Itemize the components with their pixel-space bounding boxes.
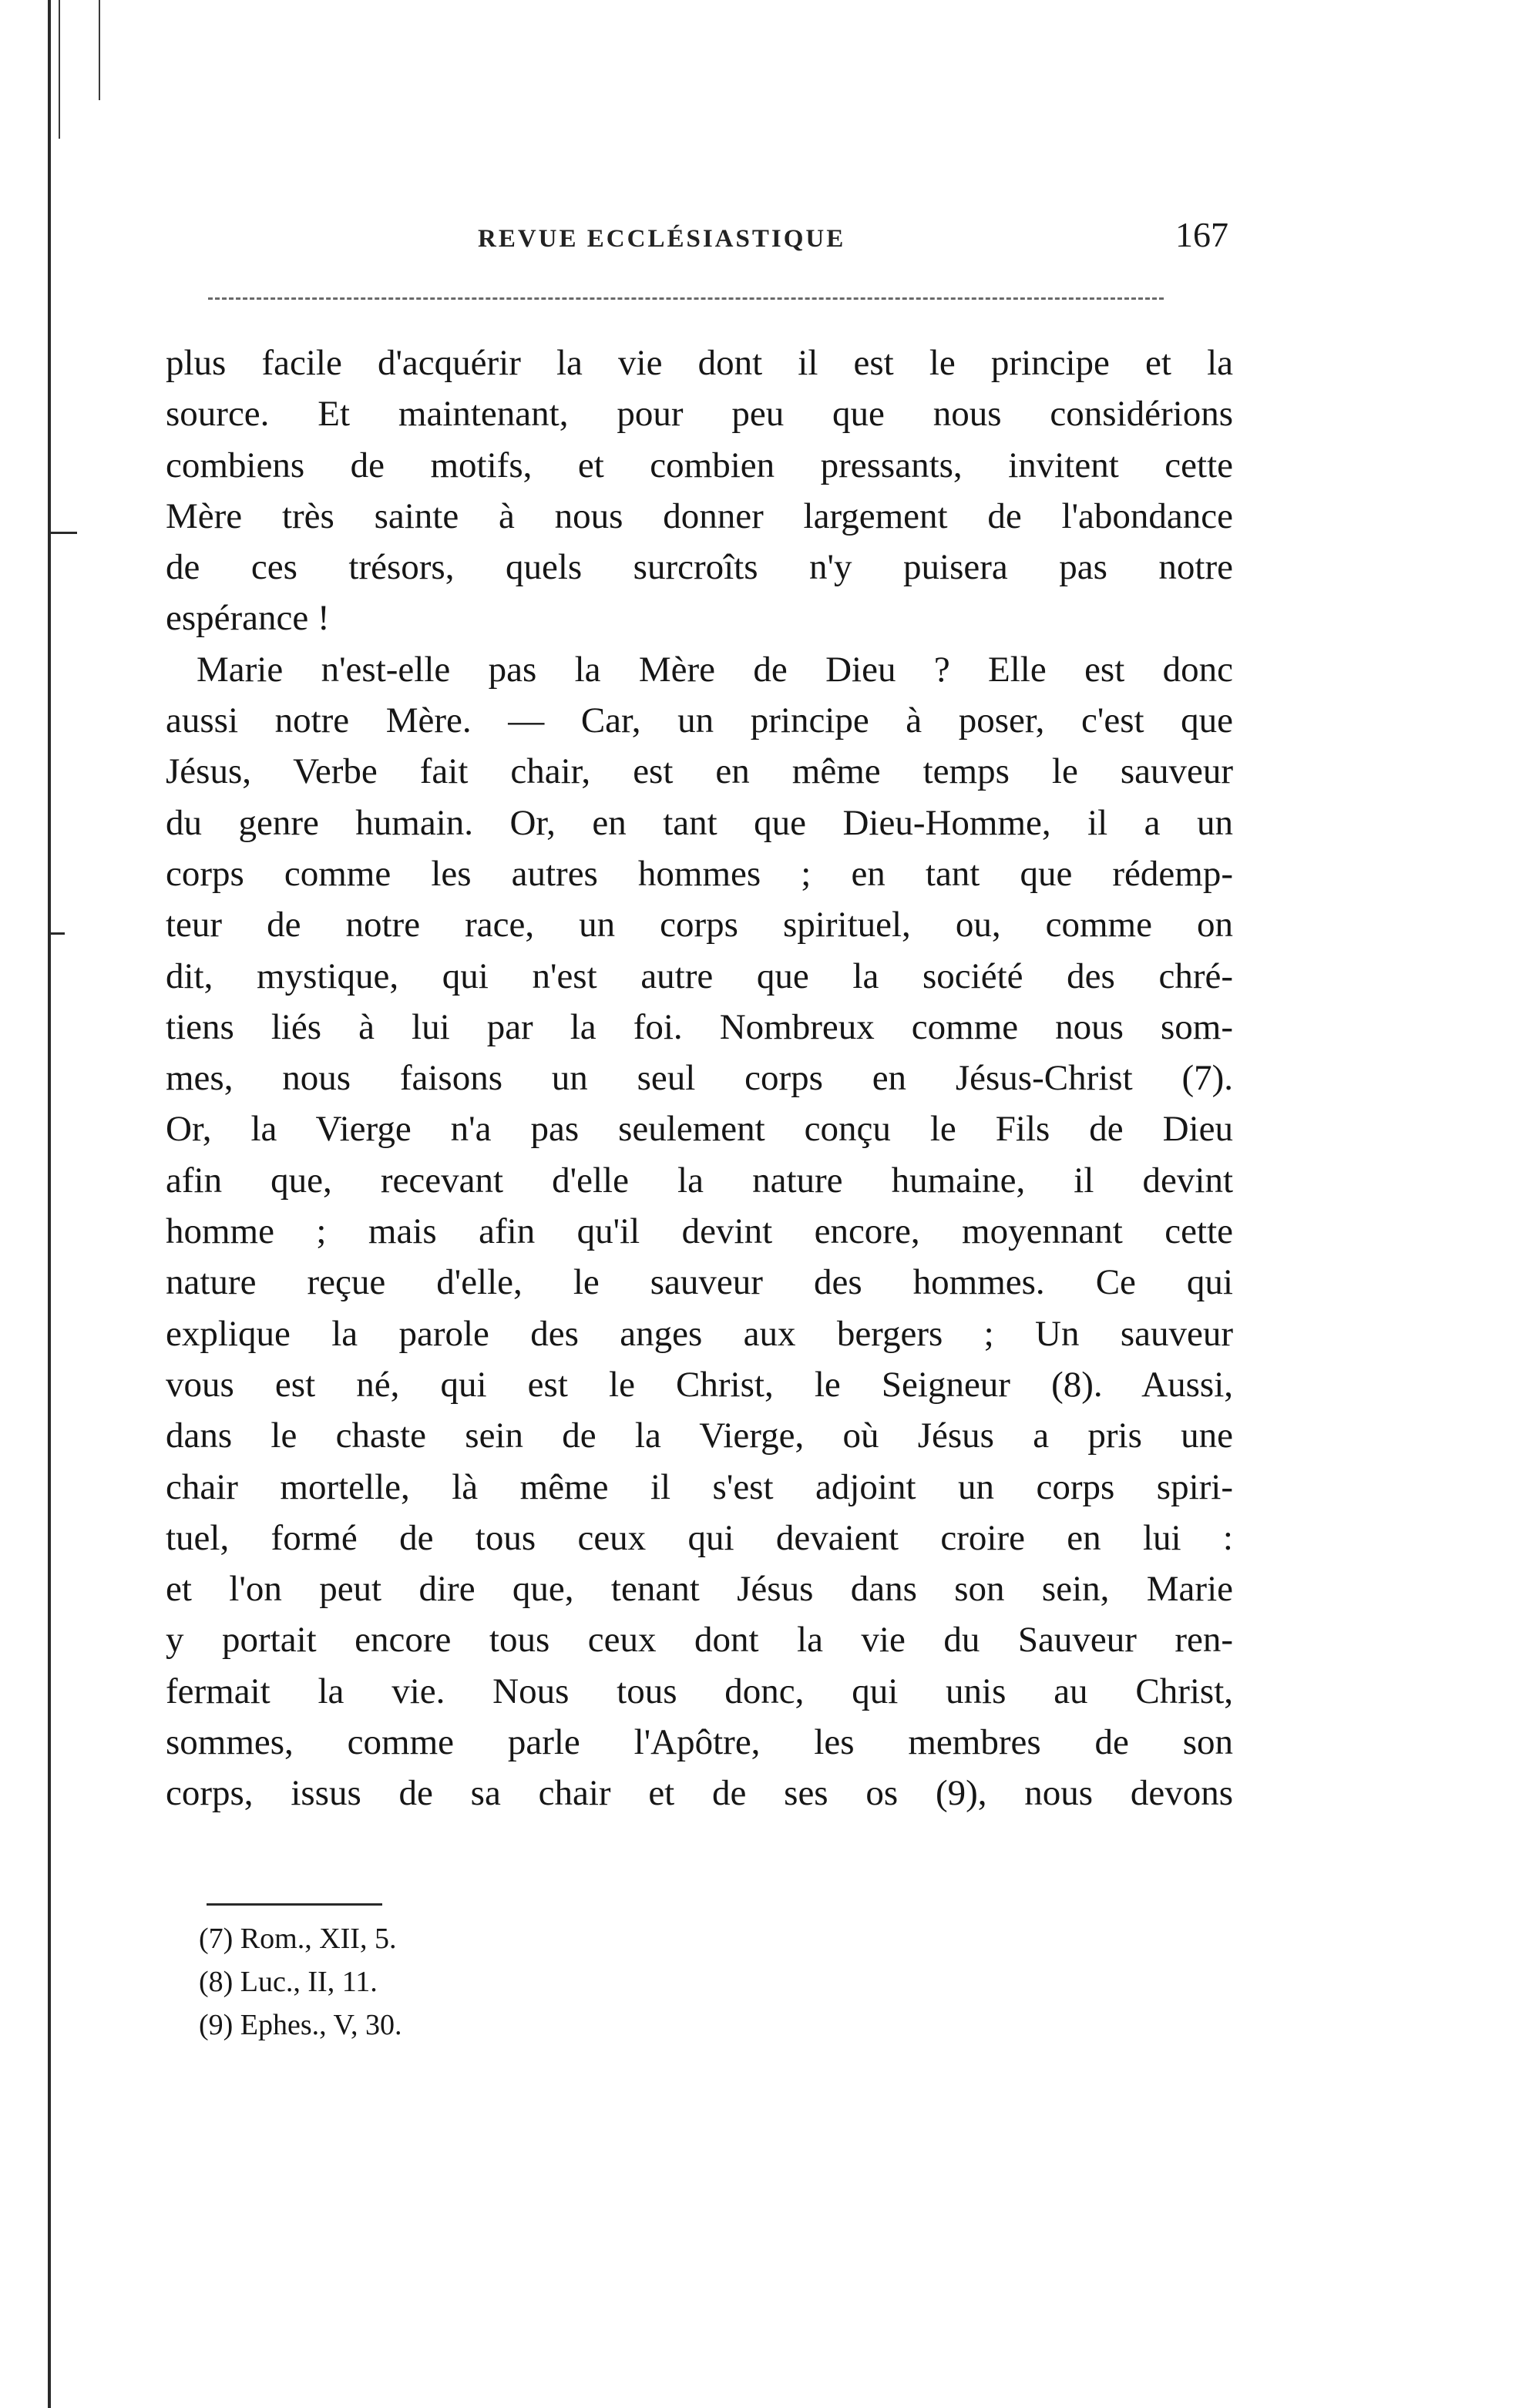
text-line: source. Et maintenant, pour peu que nous considérions bbox=[166, 394, 1233, 435]
edge-mark bbox=[51, 532, 77, 534]
text-line: corps, issus de sa chair et de ses os (9), nous devons bbox=[166, 1773, 1233, 1814]
text-line: dit, mystique, qui n'est autre que la société des chré- bbox=[166, 955, 1233, 996]
body-text bbox=[166, 338, 1233, 1871]
text-line: fermait la vie. Nous tous donc, qui unis au Christ, bbox=[166, 1671, 1233, 1711]
text-line: du genre humain. Or, en tant que Dieu-Homme, il a un bbox=[166, 802, 1233, 843]
text-line: tuel, formé de tous ceux qui devaient croire en lui : bbox=[166, 1517, 1233, 1558]
header-rule bbox=[208, 297, 1164, 300]
page-number: 167 bbox=[1175, 215, 1228, 254]
text-line: tiens liés à lui par la foi. Nombreux comme nous som- bbox=[166, 1006, 1233, 1047]
text-line: explique la parole des anges aux bergers ; Un sauveur bbox=[166, 1313, 1233, 1354]
running-head: REVUE ECCLÉSIASTIQUE bbox=[478, 225, 846, 253]
text-line: nature reçue d'elle, le sauveur des hommes. Ce qui bbox=[166, 1262, 1233, 1303]
binding-edge bbox=[48, 0, 51, 2408]
binding-edge bbox=[99, 0, 100, 100]
text-line: dans le chaste sein de la Vierge, où Jésus a pris une bbox=[166, 1416, 1233, 1456]
footnote: (7) Rom., XII, 5. bbox=[199, 1923, 397, 1955]
footnote: (9) Ephes., V, 30. bbox=[199, 2009, 402, 2041]
page-header bbox=[166, 214, 1233, 268]
text-line: plus facile d'acquérir la vie dont il est le principe et la bbox=[166, 343, 1233, 383]
text-line: espérance ! bbox=[166, 598, 330, 639]
text-line: vous est né, qui est le Christ, le Seigneur (8). Aussi, bbox=[166, 1364, 1233, 1405]
text-line: combiens de motifs, et combien pressants, invitent cette bbox=[166, 445, 1233, 485]
binding-edge bbox=[59, 0, 60, 139]
text-line: y portait encore tous ceux dont la vie du Sauveur ren- bbox=[166, 1620, 1233, 1661]
edge-mark bbox=[51, 932, 65, 935]
footnote-rule bbox=[207, 1903, 382, 1906]
text-line: de ces trésors, quels surcroîts n'y puisera pas notre bbox=[166, 547, 1233, 588]
text-line: aussi notre Mère. — Car, un principe à poser, c'est que bbox=[166, 700, 1233, 741]
text-line: Marie n'est-elle pas la Mère de Dieu ? Elle est donc bbox=[197, 649, 1233, 690]
text-line: Or, la Vierge n'a pas seulement conçu le Fils de Dieu bbox=[166, 1109, 1233, 1150]
text-line: Jésus, Verbe fait chair, est en même temps le sauveur bbox=[166, 751, 1233, 792]
text-line: afin que, recevant d'elle la nature humaine, il devint bbox=[166, 1160, 1233, 1201]
text-line: teur de notre race, un corps spirituel, ou, comme on bbox=[166, 905, 1233, 945]
text-line: et l'on peut dire que, tenant Jésus dans son sein, Marie bbox=[166, 1569, 1233, 1610]
text-line: chair mortelle, là même il s'est adjoint un corps spiri- bbox=[166, 1466, 1233, 1507]
footnote: (8) Luc., II, 11. bbox=[199, 1966, 378, 1998]
text-line: mes, nous faisons un seul corps en Jésus-Christ (7). bbox=[166, 1058, 1233, 1099]
text-line: corps comme les autres hommes ; en tant que rédemp- bbox=[166, 853, 1233, 894]
footnotes bbox=[199, 1917, 738, 2047]
text-line: sommes, comme parle l'Apôtre, les membres de son bbox=[166, 1722, 1233, 1763]
text-line: Mère très sainte à nous donner largement de l'abondance bbox=[166, 495, 1233, 536]
text-line: homme ; mais afin qu'il devint encore, moyennant cette bbox=[166, 1211, 1233, 1252]
